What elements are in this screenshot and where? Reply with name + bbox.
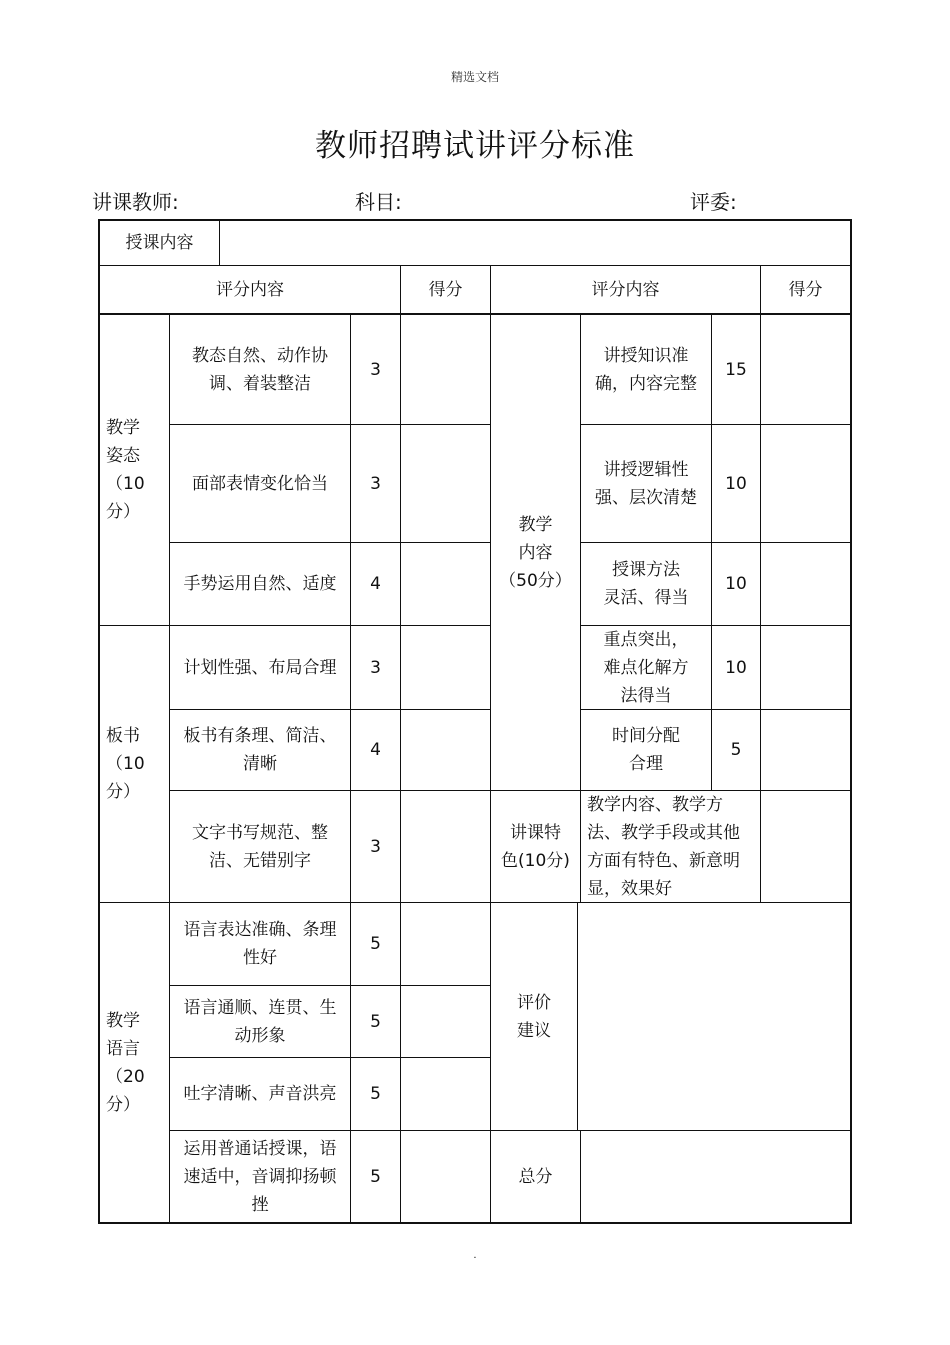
score-input[interactable] <box>401 1131 490 1222</box>
left-item-text: 计划性强、布局合理 <box>183 657 337 678</box>
score-input[interactable] <box>761 315 850 424</box>
left-item-points: 5 <box>370 1084 381 1104</box>
right-item-text: 授课方法 灵活、得当 <box>603 560 689 608</box>
footer-mark: . <box>473 1250 477 1261</box>
left-item-points: 4 <box>370 740 381 760</box>
right-item-text: 重点突出， 难点化解方 法得当 <box>603 629 689 706</box>
score-input[interactable] <box>761 710 850 790</box>
feature-text: 教学内容、教学方 法、教学手段或其他 方面有特色、新意明 显，效果好 <box>587 794 740 899</box>
suggestion-label: 评价 建议 <box>517 992 551 1041</box>
score-input[interactable] <box>761 425 850 542</box>
score-input[interactable] <box>401 791 490 902</box>
right-item-points: 15 <box>725 359 747 380</box>
score-input[interactable] <box>401 626 490 709</box>
total-field[interactable] <box>581 1131 850 1222</box>
right-item-points: 10 <box>725 574 747 594</box>
score-input[interactable] <box>401 1058 490 1130</box>
subject-label: 科目: <box>355 190 402 214</box>
score-input[interactable] <box>401 903 490 985</box>
left-item-points: 5 <box>370 1166 381 1187</box>
category-feature: 讲课特 色(10分) <box>501 822 570 871</box>
left-item-points: 3 <box>370 836 381 857</box>
score-input[interactable] <box>401 543 490 625</box>
right-item-points: 10 <box>725 657 747 678</box>
left-item-text: 手势运用自然、适度 <box>183 574 337 594</box>
right-item-text: 讲授逻辑性 强、层次清楚 <box>595 459 697 508</box>
left-item-text: 语言表达准确、条理 性好 <box>183 920 337 968</box>
col-score-header: 得分 <box>428 280 463 300</box>
right-item-points: 10 <box>725 473 747 494</box>
score-input[interactable] <box>401 425 490 542</box>
right-item-text: 时间分配 合理 <box>612 726 680 774</box>
page-title: 教师招聘试讲评分标准 <box>315 128 635 164</box>
score-input[interactable] <box>401 315 490 424</box>
score-input[interactable] <box>761 791 850 902</box>
judge-label: 评委: <box>690 190 737 214</box>
left-item-points: 3 <box>370 473 381 494</box>
teacher-label: 讲课教师: <box>92 190 179 214</box>
right-item-text: 讲授知识准 确，内容完整 <box>595 345 697 394</box>
content-value-field[interactable] <box>220 220 850 265</box>
left-item-text: 教态自然、动作协 调、着装整洁 <box>192 345 328 394</box>
col-eval-right-header: 评分内容 <box>591 280 660 300</box>
category-teaching-content: 教学 内容 （50分） <box>499 514 572 591</box>
left-item-points: 3 <box>370 359 381 380</box>
score-input[interactable] <box>401 710 490 790</box>
left-item-points: 4 <box>370 574 381 594</box>
suggestion-field[interactable] <box>578 903 850 1130</box>
left-item-text: 面部表情变化恰当 <box>192 473 328 494</box>
col-score-right-header: 得分 <box>788 280 823 300</box>
total-label: 总分 <box>518 1166 553 1187</box>
left-item-text: 文字书写规范、整 洁、无错别字 <box>192 822 328 871</box>
category-teaching-manner: 教学 姿态 （10 分） <box>106 418 145 522</box>
content-label: 授课内容 <box>125 232 194 253</box>
left-item-points: 3 <box>370 657 381 678</box>
left-item-points: 5 <box>370 1011 381 1032</box>
category-blackboard: 板书 （10 分） <box>106 726 145 802</box>
category-language: 教学 语言 （20 分） <box>106 1010 145 1115</box>
score-input[interactable] <box>401 986 490 1057</box>
score-input[interactable] <box>761 543 850 625</box>
left-item-text: 吐字清晰、声音洪亮 <box>183 1084 337 1104</box>
score-input[interactable] <box>761 626 850 709</box>
left-item-text: 板书有条理、简洁、 清晰 <box>183 726 337 774</box>
top-note: 精选文档 <box>450 70 499 84</box>
left-item-text: 语言通顺、连贯、生 动形象 <box>183 997 337 1046</box>
col-eval-header: 评分内容 <box>216 280 284 300</box>
left-item-text: 运用普通话授课，语 速适中，音调抑扬顿 挫 <box>183 1138 337 1215</box>
right-item-points: 5 <box>730 740 742 760</box>
left-item-points: 5 <box>370 934 381 954</box>
